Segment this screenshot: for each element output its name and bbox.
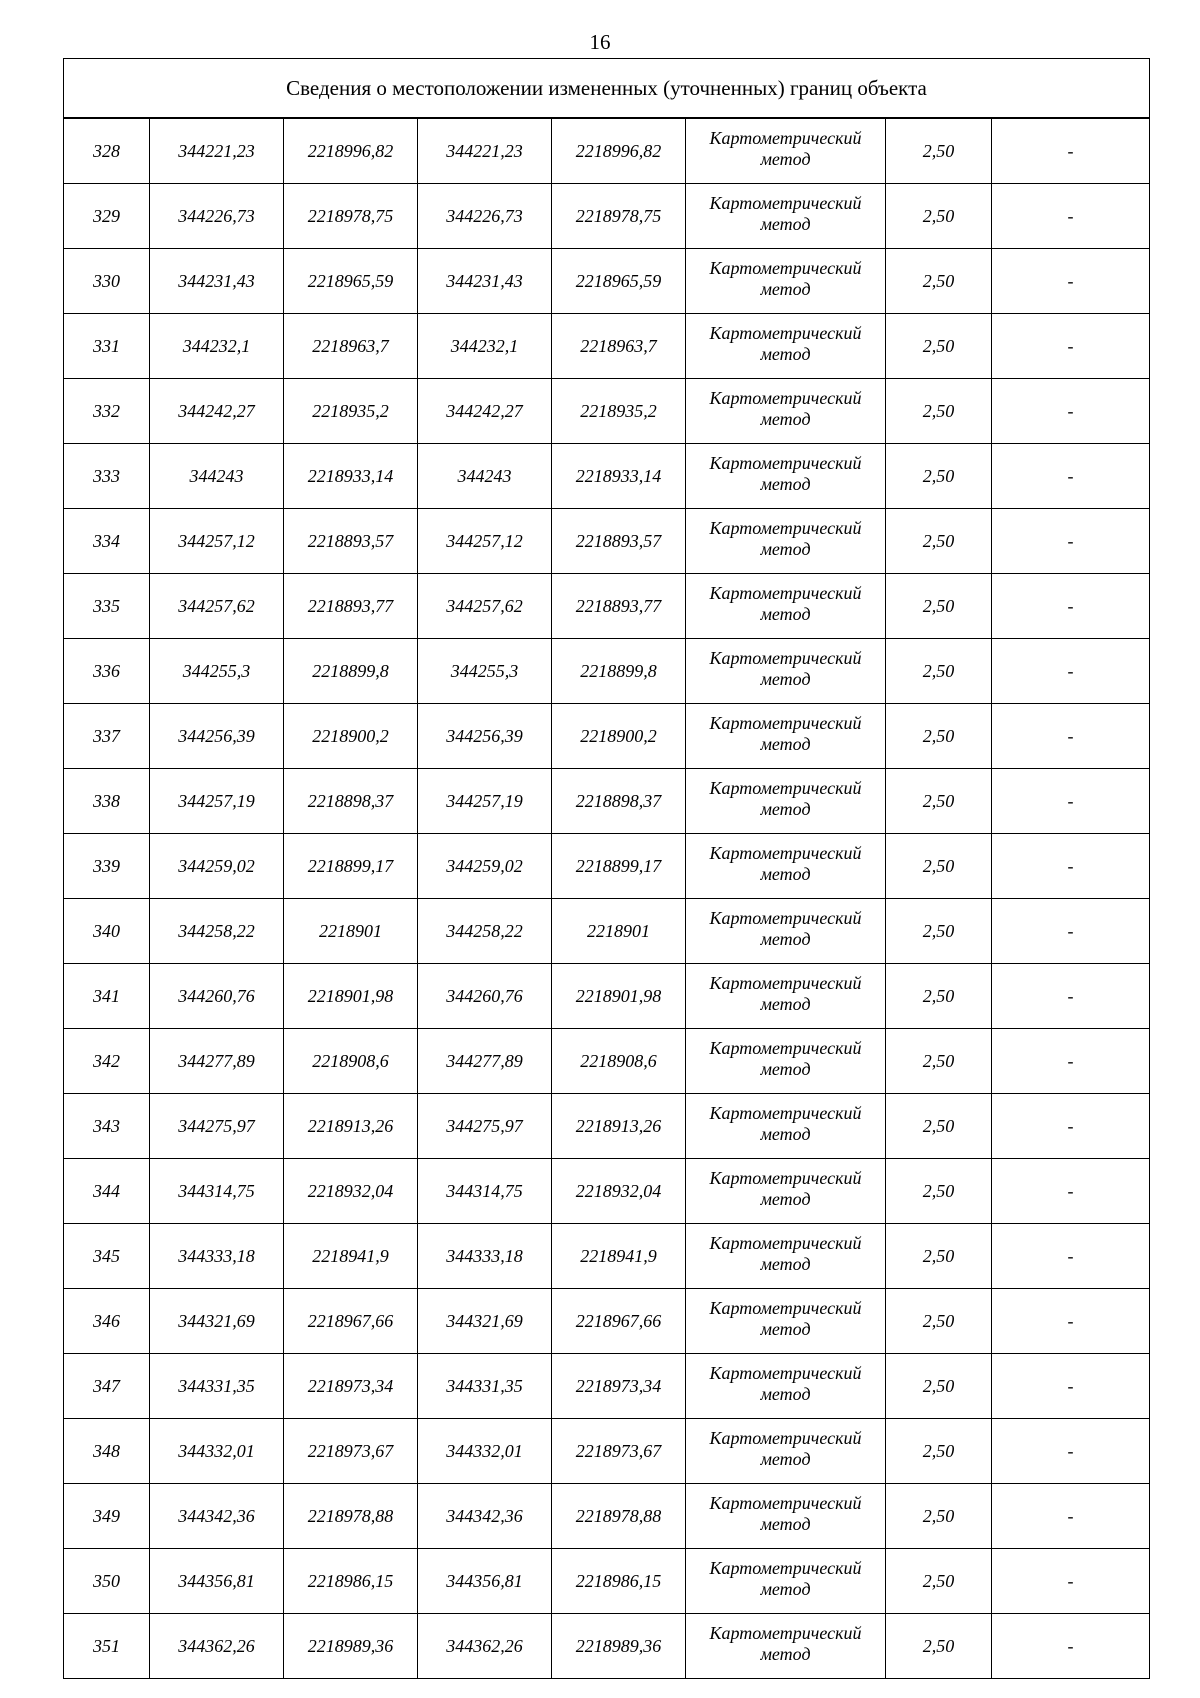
method-cell <box>686 574 886 639</box>
existing-y-cell: 2218913,26 <box>284 1094 418 1159</box>
point-number-cell: 332 <box>64 379 150 444</box>
method-line-2: метод <box>760 1254 811 1274</box>
existing-x-cell: 344231,43 <box>150 249 284 314</box>
note-cell: - <box>992 1159 1150 1224</box>
method-line-1: Картометрический <box>709 843 862 863</box>
refined-x-cell: 344259,02 <box>418 834 552 899</box>
existing-x-cell: 344255,3 <box>150 639 284 704</box>
table-row <box>64 118 1150 184</box>
method-cell <box>686 834 886 899</box>
method-line-2: метод <box>760 669 811 689</box>
existing-x-cell: 344260,76 <box>150 964 284 1029</box>
table-row <box>64 509 1150 574</box>
method-line-2: метод <box>760 214 811 234</box>
table-body <box>64 118 1150 1679</box>
method-cell <box>686 704 886 769</box>
existing-y-cell: 2218899,17 <box>284 834 418 899</box>
existing-y-cell: 2218989,36 <box>284 1614 418 1679</box>
method-line-1: Картометрический <box>709 128 862 148</box>
method-line-1: Картометрический <box>709 1298 862 1318</box>
existing-y-cell: 2218986,15 <box>284 1549 418 1614</box>
accuracy-cell: 2,50 <box>886 574 992 639</box>
table-row <box>64 249 1150 314</box>
refined-y-cell: 2218935,2 <box>552 379 686 444</box>
existing-y-cell: 2218901 <box>284 899 418 964</box>
accuracy-cell: 2,50 <box>886 379 992 444</box>
method-line-1: Картометрический <box>709 778 862 798</box>
method-line-1: Картометрический <box>709 908 862 928</box>
existing-y-cell: 2218978,75 <box>284 184 418 249</box>
point-number-cell: 343 <box>64 1094 150 1159</box>
refined-x-cell: 344331,35 <box>418 1354 552 1419</box>
note-cell: - <box>992 1549 1150 1614</box>
table-row <box>64 1354 1150 1419</box>
method-line-1: Картометрический <box>709 713 862 733</box>
method-line-1: Картометрический <box>709 648 862 668</box>
refined-y-cell: 2218933,14 <box>552 444 686 509</box>
existing-x-cell: 344332,01 <box>150 1419 284 1484</box>
refined-y-cell: 2218941,9 <box>552 1224 686 1289</box>
method-cell <box>686 964 886 1029</box>
refined-x-cell: 344333,18 <box>418 1224 552 1289</box>
accuracy-cell: 2,50 <box>886 314 992 379</box>
note-cell: - <box>992 834 1150 899</box>
existing-y-cell: 2218973,67 <box>284 1419 418 1484</box>
method-line-1: Картометрический <box>709 583 862 603</box>
method-line-1: Картометрический <box>709 1233 862 1253</box>
existing-x-cell: 344321,69 <box>150 1289 284 1354</box>
accuracy-cell: 2,50 <box>886 1419 992 1484</box>
refined-y-cell: 2218899,17 <box>552 834 686 899</box>
accuracy-cell: 2,50 <box>886 249 992 314</box>
refined-y-cell: 2218978,88 <box>552 1484 686 1549</box>
refined-x-cell: 344257,19 <box>418 769 552 834</box>
refined-y-cell: 2218973,67 <box>552 1419 686 1484</box>
method-cell <box>686 639 886 704</box>
table-row <box>64 704 1150 769</box>
refined-y-cell: 2218963,7 <box>552 314 686 379</box>
table-row <box>64 834 1150 899</box>
existing-x-cell: 344362,26 <box>150 1614 284 1679</box>
existing-x-cell: 344243 <box>150 444 284 509</box>
table-row <box>64 1484 1150 1549</box>
accuracy-cell: 2,50 <box>886 1289 992 1354</box>
refined-y-cell: 2218908,6 <box>552 1029 686 1094</box>
table-row <box>64 1029 1150 1094</box>
existing-x-cell: 344259,02 <box>150 834 284 899</box>
refined-y-cell: 2218989,36 <box>552 1614 686 1679</box>
refined-x-cell: 344356,81 <box>418 1549 552 1614</box>
refined-y-cell: 2218901,98 <box>552 964 686 1029</box>
refined-x-cell: 344332,01 <box>418 1419 552 1484</box>
method-line-2: метод <box>760 1644 811 1664</box>
point-number-cell: 350 <box>64 1549 150 1614</box>
existing-x-cell: 344232,1 <box>150 314 284 379</box>
method-line-1: Картометрический <box>709 453 862 473</box>
table-row <box>64 314 1150 379</box>
refined-x-cell: 344257,12 <box>418 509 552 574</box>
note-cell: - <box>992 1614 1150 1679</box>
method-line-1: Картометрический <box>709 1168 862 1188</box>
table-row <box>64 899 1150 964</box>
point-number-cell: 341 <box>64 964 150 1029</box>
refined-y-cell: 2218965,59 <box>552 249 686 314</box>
note-cell: - <box>992 1289 1150 1354</box>
accuracy-cell: 2,50 <box>886 899 992 964</box>
refined-y-cell: 2218973,34 <box>552 1354 686 1419</box>
table-title: Сведения о местоположении измененных (уточненных) границ объекта <box>64 59 1150 119</box>
method-line-2: метод <box>760 474 811 494</box>
point-number-cell: 346 <box>64 1289 150 1354</box>
refined-y-cell: 2218986,15 <box>552 1549 686 1614</box>
refined-x-cell: 344243 <box>418 444 552 509</box>
point-number-cell: 348 <box>64 1419 150 1484</box>
method-line-1: Картометрический <box>709 323 862 343</box>
method-cell <box>686 1549 886 1614</box>
method-line-2: метод <box>760 604 811 624</box>
method-line-2: метод <box>760 1384 811 1404</box>
refined-x-cell: 344257,62 <box>418 574 552 639</box>
table-row <box>64 1614 1150 1679</box>
table-row <box>64 1419 1150 1484</box>
method-line-1: Картометрический <box>709 1558 862 1578</box>
note-cell: - <box>992 964 1150 1029</box>
existing-x-cell: 344314,75 <box>150 1159 284 1224</box>
refined-y-cell: 2218900,2 <box>552 704 686 769</box>
method-cell <box>686 314 886 379</box>
existing-x-cell: 344221,23 <box>150 118 284 184</box>
table-header-row <box>64 59 1150 119</box>
accuracy-cell: 2,50 <box>886 1549 992 1614</box>
refined-x-cell: 344275,97 <box>418 1094 552 1159</box>
note-cell: - <box>992 184 1150 249</box>
point-number-cell: 328 <box>64 118 150 184</box>
existing-y-cell: 2218893,57 <box>284 509 418 574</box>
accuracy-cell: 2,50 <box>886 118 992 184</box>
method-line-2: метод <box>760 539 811 559</box>
method-line-2: метод <box>760 1059 811 1079</box>
refined-y-cell: 2218967,66 <box>552 1289 686 1354</box>
accuracy-cell: 2,50 <box>886 1614 992 1679</box>
accuracy-cell: 2,50 <box>886 1354 992 1419</box>
note-cell: - <box>992 1224 1150 1289</box>
accuracy-cell: 2,50 <box>886 184 992 249</box>
method-line-2: метод <box>760 409 811 429</box>
method-cell <box>686 1029 886 1094</box>
page-number: 16 <box>589 30 611 54</box>
method-line-2: метод <box>760 1319 811 1339</box>
existing-y-cell: 2218899,8 <box>284 639 418 704</box>
table-row <box>64 379 1150 444</box>
existing-x-cell: 344342,36 <box>150 1484 284 1549</box>
note-cell: - <box>992 249 1150 314</box>
method-cell <box>686 899 886 964</box>
method-line-2: метод <box>760 1449 811 1469</box>
point-number-cell: 342 <box>64 1029 150 1094</box>
method-line-1: Картометрический <box>709 1103 862 1123</box>
table-row <box>64 964 1150 1029</box>
accuracy-cell: 2,50 <box>886 1159 992 1224</box>
existing-y-cell: 2218893,77 <box>284 574 418 639</box>
point-number-cell: 336 <box>64 639 150 704</box>
point-number-cell: 339 <box>64 834 150 899</box>
table-row <box>64 1289 1150 1354</box>
refined-x-cell: 344314,75 <box>418 1159 552 1224</box>
accuracy-cell: 2,50 <box>886 704 992 769</box>
accuracy-cell: 2,50 <box>886 834 992 899</box>
accuracy-cell: 2,50 <box>886 1029 992 1094</box>
existing-y-cell: 2218933,14 <box>284 444 418 509</box>
method-cell <box>686 1484 886 1549</box>
existing-y-cell: 2218935,2 <box>284 379 418 444</box>
method-line-2: метод <box>760 994 811 1014</box>
refined-y-cell: 2218899,8 <box>552 639 686 704</box>
method-line-2: метод <box>760 1579 811 1599</box>
method-cell <box>686 1354 886 1419</box>
note-cell: - <box>992 1029 1150 1094</box>
table-row <box>64 444 1150 509</box>
method-cell <box>686 1289 886 1354</box>
point-number-cell: 330 <box>64 249 150 314</box>
point-number-cell: 351 <box>64 1614 150 1679</box>
method-line-1: Картометрический <box>709 1363 862 1383</box>
note-cell: - <box>992 118 1150 184</box>
refined-y-cell: 2218893,57 <box>552 509 686 574</box>
boundary-coordinates-table <box>63 58 1150 1679</box>
point-number-cell: 340 <box>64 899 150 964</box>
accuracy-cell: 2,50 <box>886 1224 992 1289</box>
existing-x-cell: 344277,89 <box>150 1029 284 1094</box>
accuracy-cell: 2,50 <box>886 769 992 834</box>
existing-x-cell: 344257,19 <box>150 769 284 834</box>
point-number-cell: 349 <box>64 1484 150 1549</box>
method-line-1: Картометрический <box>709 193 862 213</box>
note-cell: - <box>992 769 1150 834</box>
method-cell <box>686 1094 886 1159</box>
refined-x-cell: 344256,39 <box>418 704 552 769</box>
method-cell <box>686 1224 886 1289</box>
method-cell <box>686 249 886 314</box>
point-number-cell: 333 <box>64 444 150 509</box>
refined-x-cell: 344232,1 <box>418 314 552 379</box>
method-line-1: Картометрический <box>709 518 862 538</box>
refined-x-cell: 344221,23 <box>418 118 552 184</box>
method-line-2: метод <box>760 734 811 754</box>
note-cell: - <box>992 574 1150 639</box>
refined-x-cell: 344260,76 <box>418 964 552 1029</box>
refined-x-cell: 344226,73 <box>418 184 552 249</box>
method-cell <box>686 769 886 834</box>
method-cell <box>686 509 886 574</box>
refined-y-cell: 2218893,77 <box>552 574 686 639</box>
method-line-2: метод <box>760 1189 811 1209</box>
existing-x-cell: 344226,73 <box>150 184 284 249</box>
note-cell: - <box>992 1419 1150 1484</box>
note-cell: - <box>992 704 1150 769</box>
refined-y-cell: 2218901 <box>552 899 686 964</box>
refined-x-cell: 344321,69 <box>418 1289 552 1354</box>
accuracy-cell: 2,50 <box>886 964 992 1029</box>
note-cell: - <box>992 509 1150 574</box>
note-cell: - <box>992 314 1150 379</box>
point-number-cell: 335 <box>64 574 150 639</box>
method-line-1: Картометрический <box>709 258 862 278</box>
existing-x-cell: 344331,35 <box>150 1354 284 1419</box>
refined-y-cell: 2218913,26 <box>552 1094 686 1159</box>
method-cell <box>686 1419 886 1484</box>
table-row <box>64 184 1150 249</box>
refined-y-cell: 2218898,37 <box>552 769 686 834</box>
existing-y-cell: 2218963,7 <box>284 314 418 379</box>
accuracy-cell: 2,50 <box>886 1094 992 1159</box>
note-cell: - <box>992 1354 1150 1419</box>
point-number-cell: 329 <box>64 184 150 249</box>
point-number-cell: 337 <box>64 704 150 769</box>
method-cell <box>686 1614 886 1679</box>
existing-y-cell: 2218996,82 <box>284 118 418 184</box>
table-row <box>64 574 1150 639</box>
existing-x-cell: 344242,27 <box>150 379 284 444</box>
accuracy-cell: 2,50 <box>886 1484 992 1549</box>
refined-y-cell: 2218932,04 <box>552 1159 686 1224</box>
point-number-cell: 347 <box>64 1354 150 1419</box>
refined-x-cell: 344255,3 <box>418 639 552 704</box>
existing-y-cell: 2218967,66 <box>284 1289 418 1354</box>
refined-x-cell: 344362,26 <box>418 1614 552 1679</box>
existing-x-cell: 344256,39 <box>150 704 284 769</box>
table-row <box>64 1224 1150 1289</box>
existing-y-cell: 2218900,2 <box>284 704 418 769</box>
method-line-1: Картометрический <box>709 1038 862 1058</box>
method-line-2: метод <box>760 149 811 169</box>
existing-x-cell: 344356,81 <box>150 1549 284 1614</box>
accuracy-cell: 2,50 <box>886 639 992 704</box>
existing-y-cell: 2218973,34 <box>284 1354 418 1419</box>
method-line-2: метод <box>760 279 811 299</box>
existing-x-cell: 344257,62 <box>150 574 284 639</box>
method-cell <box>686 1159 886 1224</box>
point-number-cell: 338 <box>64 769 150 834</box>
note-cell: - <box>992 1484 1150 1549</box>
method-line-2: метод <box>760 1514 811 1534</box>
note-cell: - <box>992 639 1150 704</box>
refined-x-cell: 344231,43 <box>418 249 552 314</box>
existing-x-cell: 344333,18 <box>150 1224 284 1289</box>
existing-y-cell: 2218941,9 <box>284 1224 418 1289</box>
method-line-2: метод <box>760 1124 811 1144</box>
method-cell <box>686 379 886 444</box>
note-cell: - <box>992 899 1150 964</box>
point-number-cell: 334 <box>64 509 150 574</box>
method-line-1: Картометрический <box>709 388 862 408</box>
method-line-2: метод <box>760 344 811 364</box>
existing-x-cell: 344257,12 <box>150 509 284 574</box>
table-row <box>64 1159 1150 1224</box>
existing-y-cell: 2218965,59 <box>284 249 418 314</box>
note-cell: - <box>992 444 1150 509</box>
method-cell <box>686 444 886 509</box>
accuracy-cell: 2,50 <box>886 444 992 509</box>
method-line-2: метод <box>760 864 811 884</box>
method-line-2: метод <box>760 799 811 819</box>
method-cell <box>686 118 886 184</box>
refined-x-cell: 344242,27 <box>418 379 552 444</box>
refined-y-cell: 2218996,82 <box>552 118 686 184</box>
method-line-1: Картометрический <box>709 1428 862 1448</box>
method-cell <box>686 184 886 249</box>
method-line-1: Картометрический <box>709 973 862 993</box>
existing-y-cell: 2218932,04 <box>284 1159 418 1224</box>
existing-x-cell: 344258,22 <box>150 899 284 964</box>
method-line-2: метод <box>760 929 811 949</box>
note-cell: - <box>992 379 1150 444</box>
table-row <box>64 769 1150 834</box>
refined-x-cell: 344258,22 <box>418 899 552 964</box>
accuracy-cell: 2,50 <box>886 509 992 574</box>
existing-y-cell: 2218901,98 <box>284 964 418 1029</box>
method-line-1: Картометрический <box>709 1493 862 1513</box>
table-row <box>64 1094 1150 1159</box>
table-row <box>64 639 1150 704</box>
method-line-1: Картометрический <box>709 1623 862 1643</box>
point-number-cell: 344 <box>64 1159 150 1224</box>
point-number-cell: 345 <box>64 1224 150 1289</box>
point-number-cell: 331 <box>64 314 150 379</box>
existing-y-cell: 2218908,6 <box>284 1029 418 1094</box>
existing-y-cell: 2218898,37 <box>284 769 418 834</box>
existing-x-cell: 344275,97 <box>150 1094 284 1159</box>
refined-y-cell: 2218978,75 <box>552 184 686 249</box>
existing-y-cell: 2218978,88 <box>284 1484 418 1549</box>
refined-x-cell: 344342,36 <box>418 1484 552 1549</box>
table-row <box>64 1549 1150 1614</box>
note-cell: - <box>992 1094 1150 1159</box>
refined-x-cell: 344277,89 <box>418 1029 552 1094</box>
